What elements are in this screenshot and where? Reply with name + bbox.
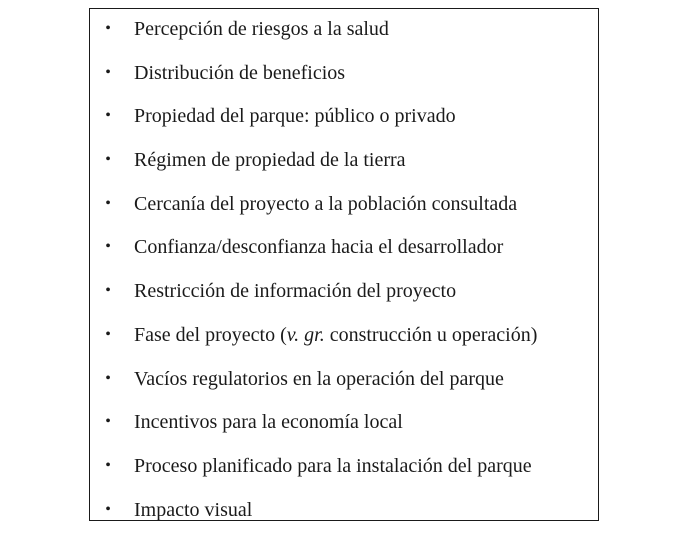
list-item-text-before: Fase del proyecto ( xyxy=(134,323,287,346)
list-item xyxy=(90,232,598,276)
bullet-icon: • xyxy=(105,500,111,518)
list-item xyxy=(90,189,598,233)
list-item-text-italic: v. gr. xyxy=(286,323,325,346)
list-item-text: Impacto visual xyxy=(134,498,253,521)
bordered-list-box xyxy=(89,8,599,521)
bullet-icon: • xyxy=(105,151,111,169)
list-item xyxy=(90,58,598,102)
bullet-icon: • xyxy=(105,325,111,343)
list-item-text-after: construcción u operación) xyxy=(324,323,538,346)
list-item xyxy=(90,407,598,451)
list-item-text: Percepción de riesgos a la salud xyxy=(134,18,389,40)
list-item xyxy=(90,276,598,320)
bullet-icon: • xyxy=(105,456,111,474)
factor-list xyxy=(90,14,598,538)
list-item-text: Incentivos para la economía local xyxy=(134,411,403,434)
list-item-text: Vacíos regulatorios en la operación del parque xyxy=(134,367,504,390)
bullet-icon: • xyxy=(105,63,111,81)
bullet-icon: • xyxy=(105,413,111,431)
bullet-icon: • xyxy=(105,282,111,300)
bullet-icon: • xyxy=(105,20,111,37)
bullet-icon: • xyxy=(105,107,111,125)
bullet-icon: • xyxy=(105,194,111,212)
list-item-text: Restricción de información del proyecto xyxy=(134,280,457,303)
list-item xyxy=(90,364,598,408)
list-item xyxy=(90,495,598,538)
list-item xyxy=(90,320,598,364)
bullet-icon: • xyxy=(105,369,111,387)
list-item-text: Propiedad del parque: público o privado xyxy=(134,105,456,128)
list-item-text xyxy=(134,320,537,350)
list-item-text: Distribución de beneficios xyxy=(134,61,346,84)
list-item-text: Confianza/desconfianza hacia el desarrollador xyxy=(134,236,504,259)
bullet-icon: • xyxy=(105,238,111,256)
list-item xyxy=(90,451,598,495)
list-item xyxy=(90,14,598,58)
list-item-text: Proceso planificado para la instalación del parque xyxy=(134,454,532,477)
list-item-text: Régimen de propiedad de la tierra xyxy=(134,149,406,172)
list-item-text: Cercanía del proyecto a la población consultada xyxy=(134,192,518,215)
list-item xyxy=(90,145,598,189)
list-item xyxy=(90,101,598,145)
